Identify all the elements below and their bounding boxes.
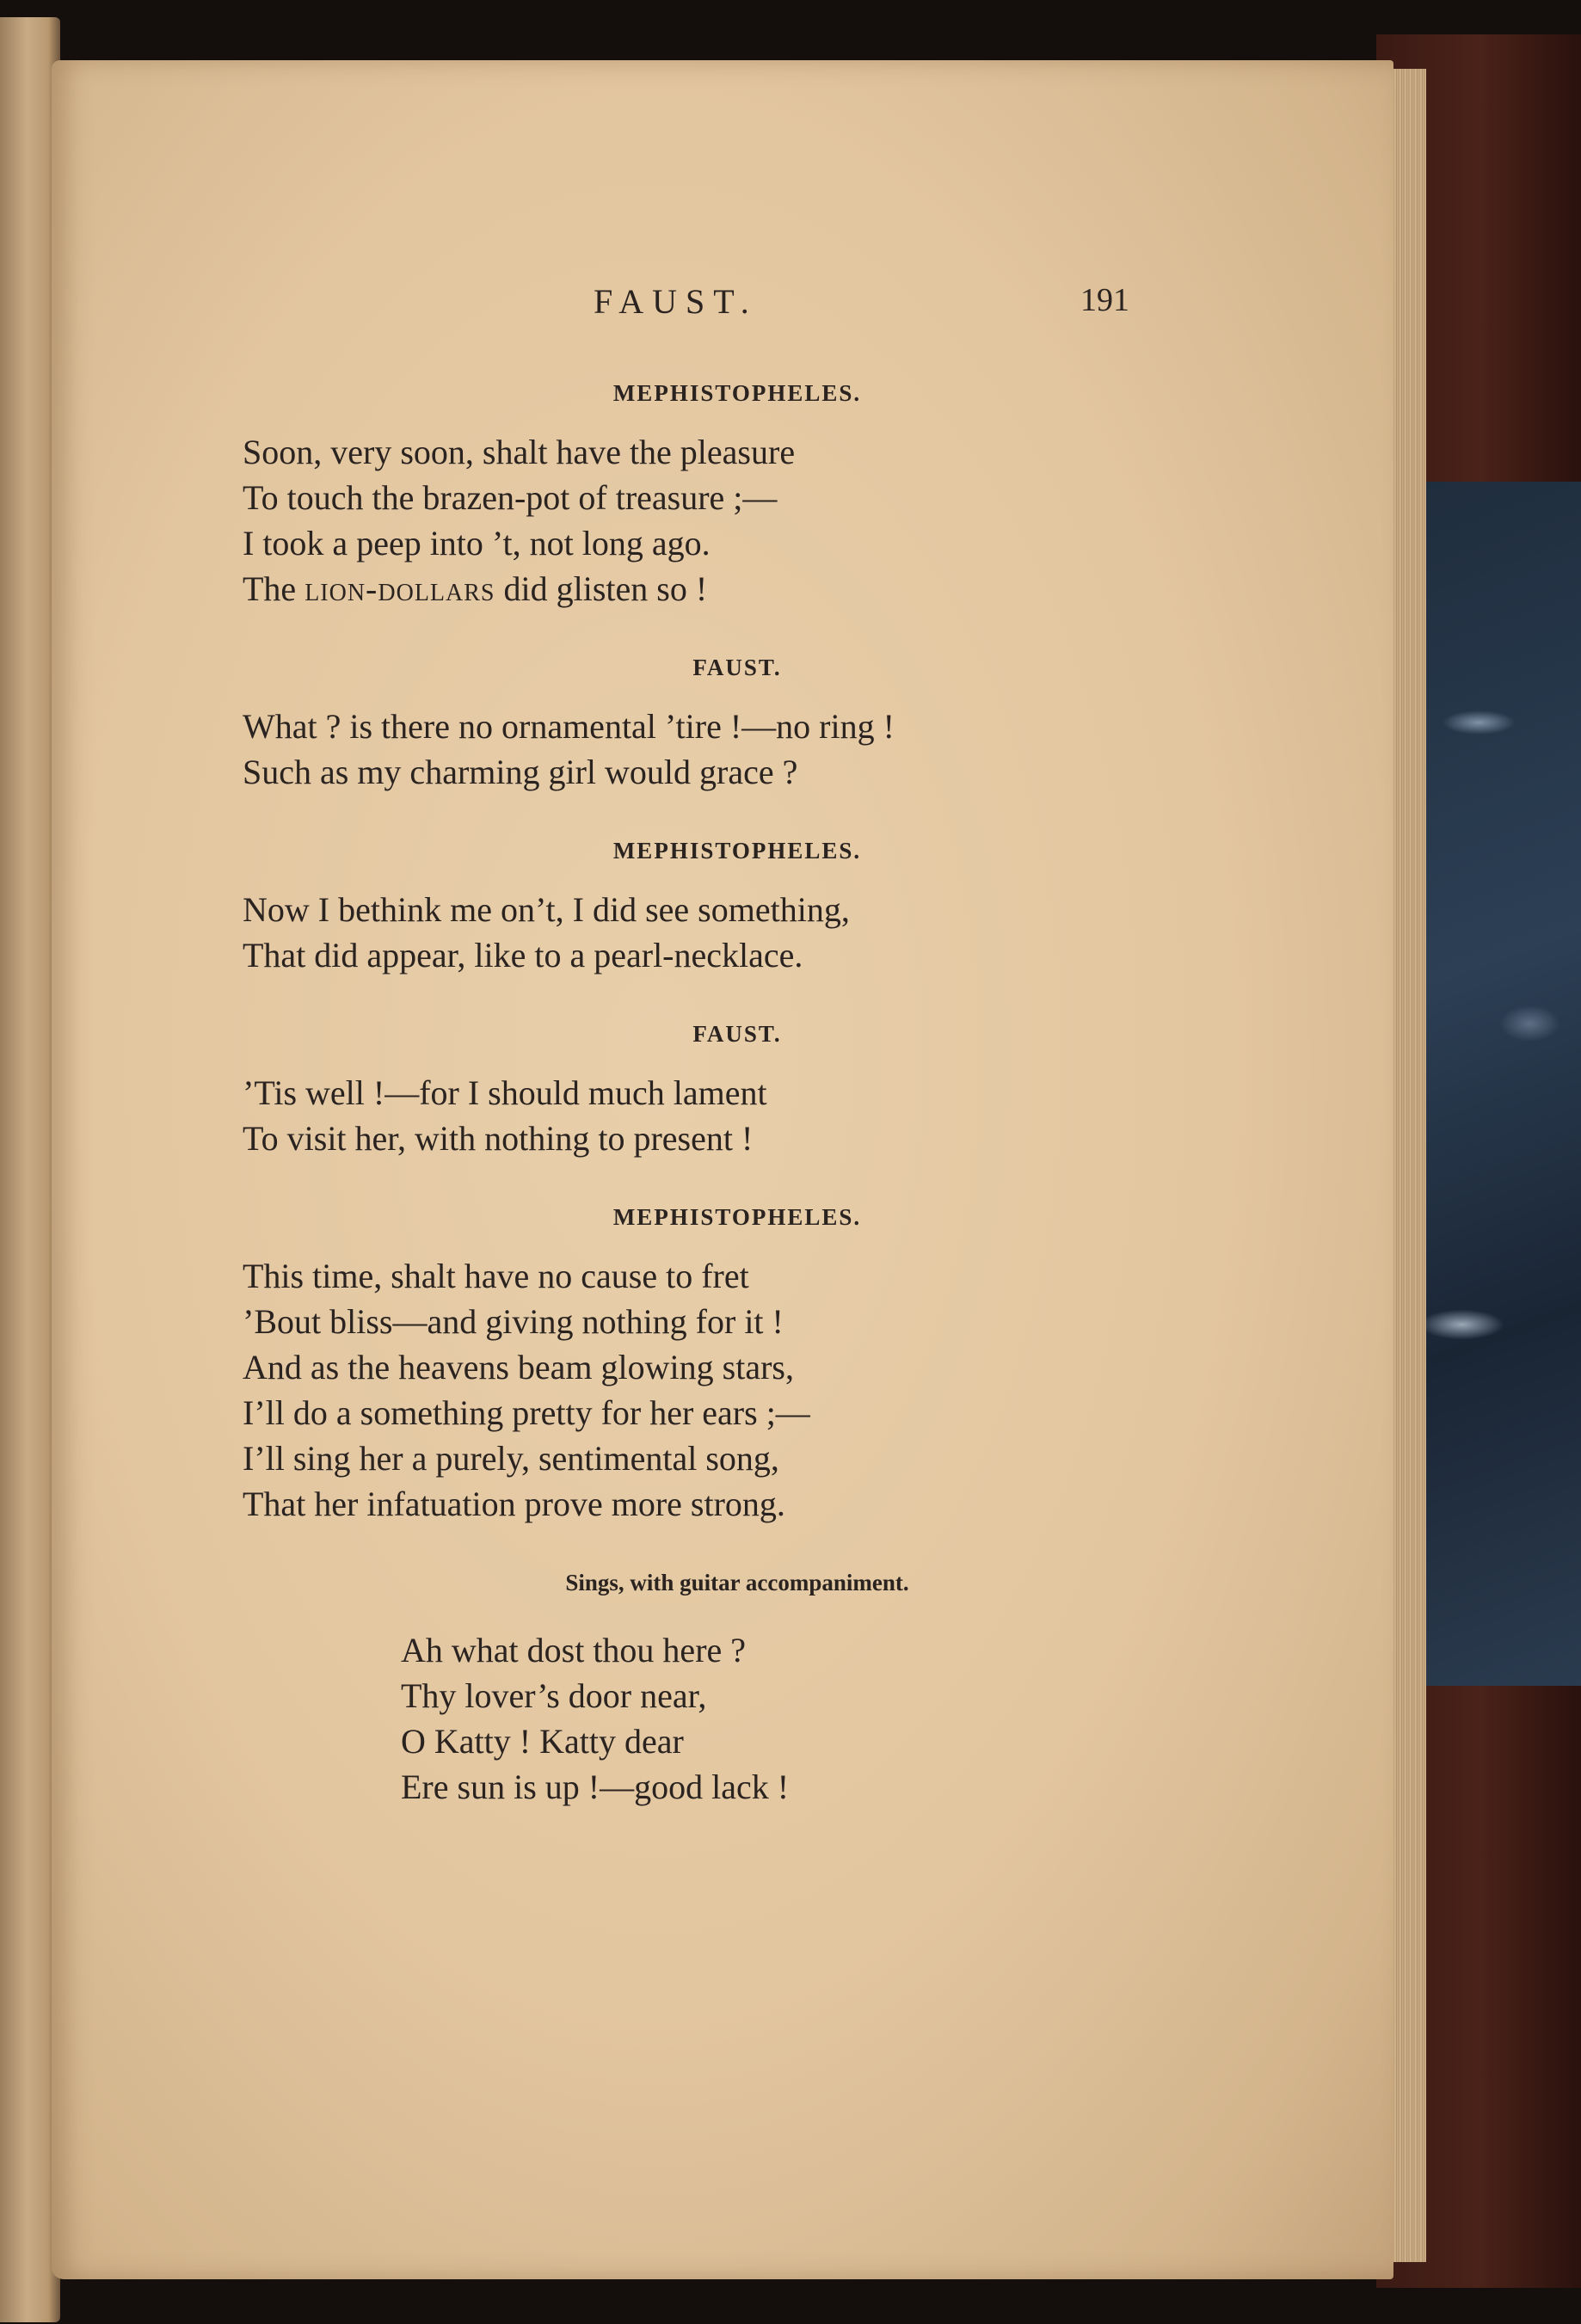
verse-line: To touch the brazen-pot of treasure ;— — [243, 478, 778, 517]
speaker-name: MEPHISTOPHELES. — [612, 1204, 862, 1230]
verse-line: I took a peep into ’t, not long ago. — [243, 524, 711, 563]
verse-line: That did appear, like to a pearl-necklace. — [243, 936, 803, 974]
verse-line: ’Bout bliss—and giving nothing for it ! — [243, 1302, 784, 1341]
verse-line: I’ll do a something pretty for her ears ;— — [243, 1393, 810, 1432]
verse-line: And as the heavens beam glowing stars, — [243, 1348, 794, 1386]
verse-line: I’ll sing her a purely, sentimental song, — [243, 1439, 779, 1478]
stage-direction: Sings, with guitar accompaniment. — [565, 1570, 909, 1595]
verse-line: That her infatuation prove more strong. — [243, 1485, 785, 1523]
speaker-name: MEPHISTOPHELES. — [612, 380, 862, 406]
song-line: O Katty ! Katty dear — [401, 1722, 684, 1761]
speech-block — [243, 655, 1275, 795]
marbled-endpaper — [1411, 482, 1581, 1686]
book-page — [52, 60, 1393, 2279]
verse-line: What ? is there no ornamental ’tire !—no ring ! — [243, 707, 895, 746]
verse-fragment: The — [243, 569, 305, 608]
verse-line: Now I bethink me on’t, I did see something, — [243, 890, 850, 929]
verse-line: This time, shalt have no cause to fret — [243, 1257, 749, 1295]
speech-block — [243, 1204, 1275, 1527]
speaker-name: FAUST. — [692, 1021, 782, 1047]
speech-block — [243, 1021, 1275, 1161]
verse-line — [243, 566, 1275, 612]
speaker-name: FAUST. — [692, 655, 782, 680]
page-body — [243, 380, 1275, 1810]
song-line: Ah what dost thou here ? — [401, 1631, 747, 1669]
smallcaps-term: lion-dollars — [305, 569, 495, 608]
song-line: Thy lover’s door near, — [401, 1676, 707, 1715]
verse-line: ’Tis well !—for I should much lament — [243, 1073, 767, 1112]
verse-line: Such as my charming girl would grace ? — [243, 753, 798, 791]
song-verse — [243, 1627, 1275, 1810]
speech-block — [243, 380, 1275, 612]
speaker-name: MEPHISTOPHELES. — [612, 838, 862, 864]
verse-fragment: did glisten so ! — [495, 569, 708, 608]
verse-line: Soon, very soon, shalt have the pleasure — [243, 433, 796, 471]
song-line: Ere sun is up !—good lack ! — [401, 1768, 790, 1806]
verse-line: To visit her, with nothing to present ! — [243, 1119, 754, 1158]
page-number: 191 — [1080, 282, 1129, 318]
speech-block — [243, 838, 1275, 978]
running-title: FAUST. — [594, 282, 758, 321]
